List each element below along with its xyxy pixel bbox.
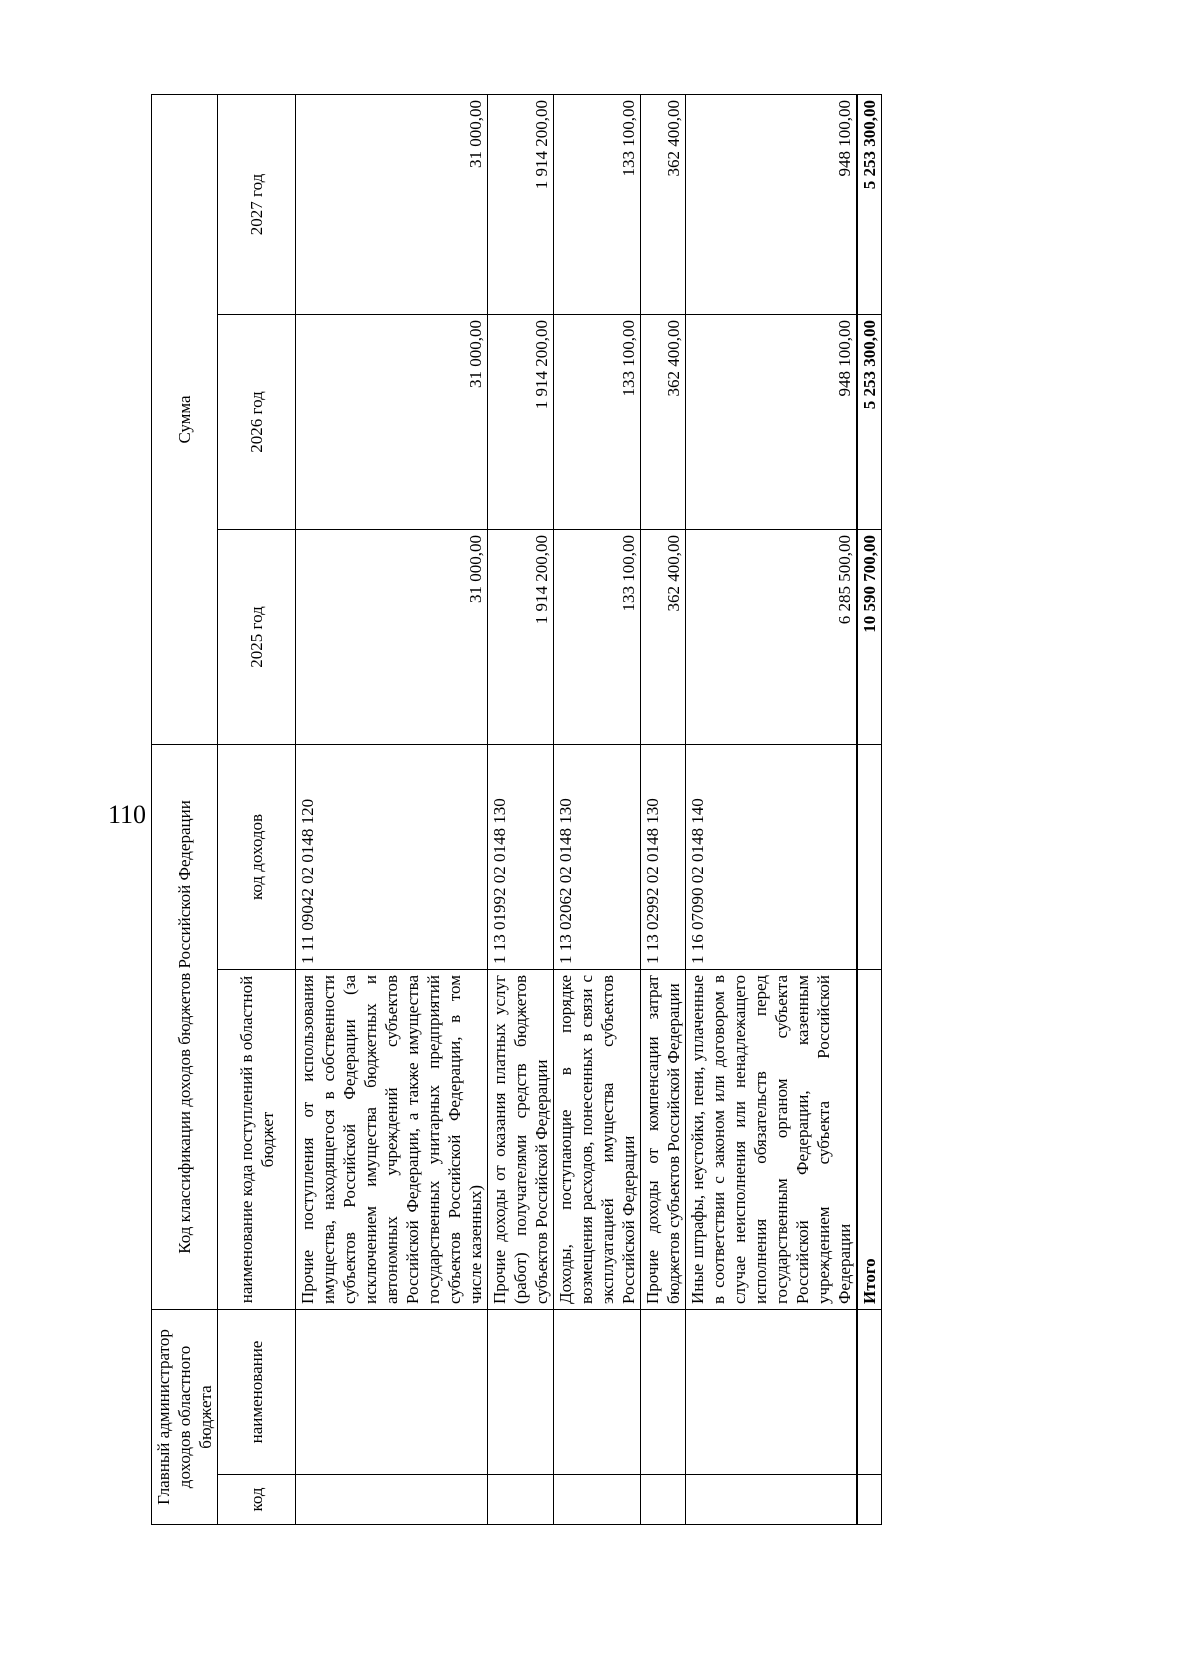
cell-income-code: 1 13 01992 02 0148 130	[488, 744, 554, 969]
total-label: Итого	[857, 970, 882, 1310]
cell-sum-2025: 31 000,00	[296, 529, 488, 744]
cell-description: Прочие поступления от использования имущества, находящегося в собственности субъектов Российской Федерации (за исключением имущества бюджетных и автономных учреждений субъектов Российской Федерации, а также имущества государственных унитарных предприятий субъектов Российской Федерации, в том числе казенных)	[296, 970, 488, 1310]
rotated-table-container	[151, 95, 1076, 1525]
cell-naimenovanie	[686, 1310, 858, 1475]
header-kod: код	[218, 1475, 296, 1525]
budget-revenue-table	[151, 94, 882, 1525]
cell-sum-2026: 133 100,00	[554, 314, 641, 529]
header-admin-group: Главный администратор доходов областного бюджета	[152, 1310, 218, 1525]
cell-kod	[554, 1475, 641, 1525]
cell-income-code: 1 11 09042 02 0148 120	[296, 744, 488, 969]
cell-sum-2025: 6 285 500,00	[686, 529, 858, 744]
table-row	[641, 94, 686, 1524]
cell-sum-2027: 362 400,00	[641, 94, 686, 314]
cell-sum-2026: 948 100,00	[686, 314, 858, 529]
cell-sum-2025: 362 400,00	[641, 529, 686, 744]
cell-sum-2027: 1 914 200,00	[488, 94, 554, 314]
header-naimenovanie: наименование	[218, 1310, 296, 1475]
cell-income-code: 1 13 02062 02 0148 130	[554, 744, 641, 969]
table-row	[686, 94, 858, 1524]
header-year-2027: 2027 год	[218, 94, 296, 314]
cell-income-code: 1 16 07090 02 0148 140	[686, 744, 858, 969]
cell-description: Прочие доходы от компенсации затрат бюджетов субъектов Российской Федерации	[641, 970, 686, 1310]
page-number: 110	[108, 800, 147, 829]
cell-sum-2026: 1 914 200,00	[488, 314, 554, 529]
header-year-2025: 2025 год	[218, 529, 296, 744]
cell-income-code: 1 13 02992 02 0148 130	[641, 744, 686, 969]
cell-description: Доходы, поступающие в порядке возмещения расходов, понесенных в связи с эксплуатацией имущества субъектов Российской Федерации	[554, 970, 641, 1310]
cell-naimenovanie	[554, 1310, 641, 1475]
cell-sum-2025: 1 914 200,00	[488, 529, 554, 744]
total-sum-2027: 5 253 300,00	[857, 94, 882, 314]
cell-naimenovanie	[857, 1310, 882, 1475]
cell-description: Иные штрафы, неустойки, пени, уплаченные в соответствии с законом или договором в случае неисполнения или ненадлежащего исполнения обязательств перед государственным органом субъекта Российской Федерации, казенным учреждением субъекта Российской Федерации	[686, 970, 858, 1310]
header-year-2026: 2026 год	[218, 314, 296, 529]
cell-sum-2027: 133 100,00	[554, 94, 641, 314]
header-kod-dohodov: код доходов	[218, 744, 296, 969]
cell-description: Прочие доходы от оказания платных услуг (работ) получателями средств бюджетов субъектов Российской Федерации	[488, 970, 554, 1310]
cell-income-code	[857, 744, 882, 969]
cell-naimenovanie	[296, 1310, 488, 1475]
header-classification-group: Код классификации доходов бюджетов Российской Федерации	[152, 744, 218, 1309]
table-row	[488, 94, 554, 1524]
total-row	[857, 94, 882, 1524]
table-row	[554, 94, 641, 1524]
cell-kod	[857, 1475, 882, 1525]
cell-sum-2026: 362 400,00	[641, 314, 686, 529]
total-sum-2025: 10 590 700,00	[857, 529, 882, 744]
header-sum-group: Сумма	[152, 94, 218, 744]
cell-kod	[296, 1475, 488, 1525]
header-naimenovanie-koda: наименование кода поступлений в областной бюджет	[218, 970, 296, 1310]
cell-sum-2027: 948 100,00	[686, 94, 858, 314]
table-row	[296, 94, 488, 1524]
cell-sum-2027: 31 000,00	[296, 94, 488, 314]
cell-naimenovanie	[641, 1310, 686, 1475]
cell-kod	[641, 1475, 686, 1525]
cell-kod	[686, 1475, 858, 1525]
cell-naimenovanie	[488, 1310, 554, 1475]
total-sum-2026: 5 253 300,00	[857, 314, 882, 529]
cell-sum-2025: 133 100,00	[554, 529, 641, 744]
cell-sum-2026: 31 000,00	[296, 314, 488, 529]
cell-kod	[488, 1475, 554, 1525]
